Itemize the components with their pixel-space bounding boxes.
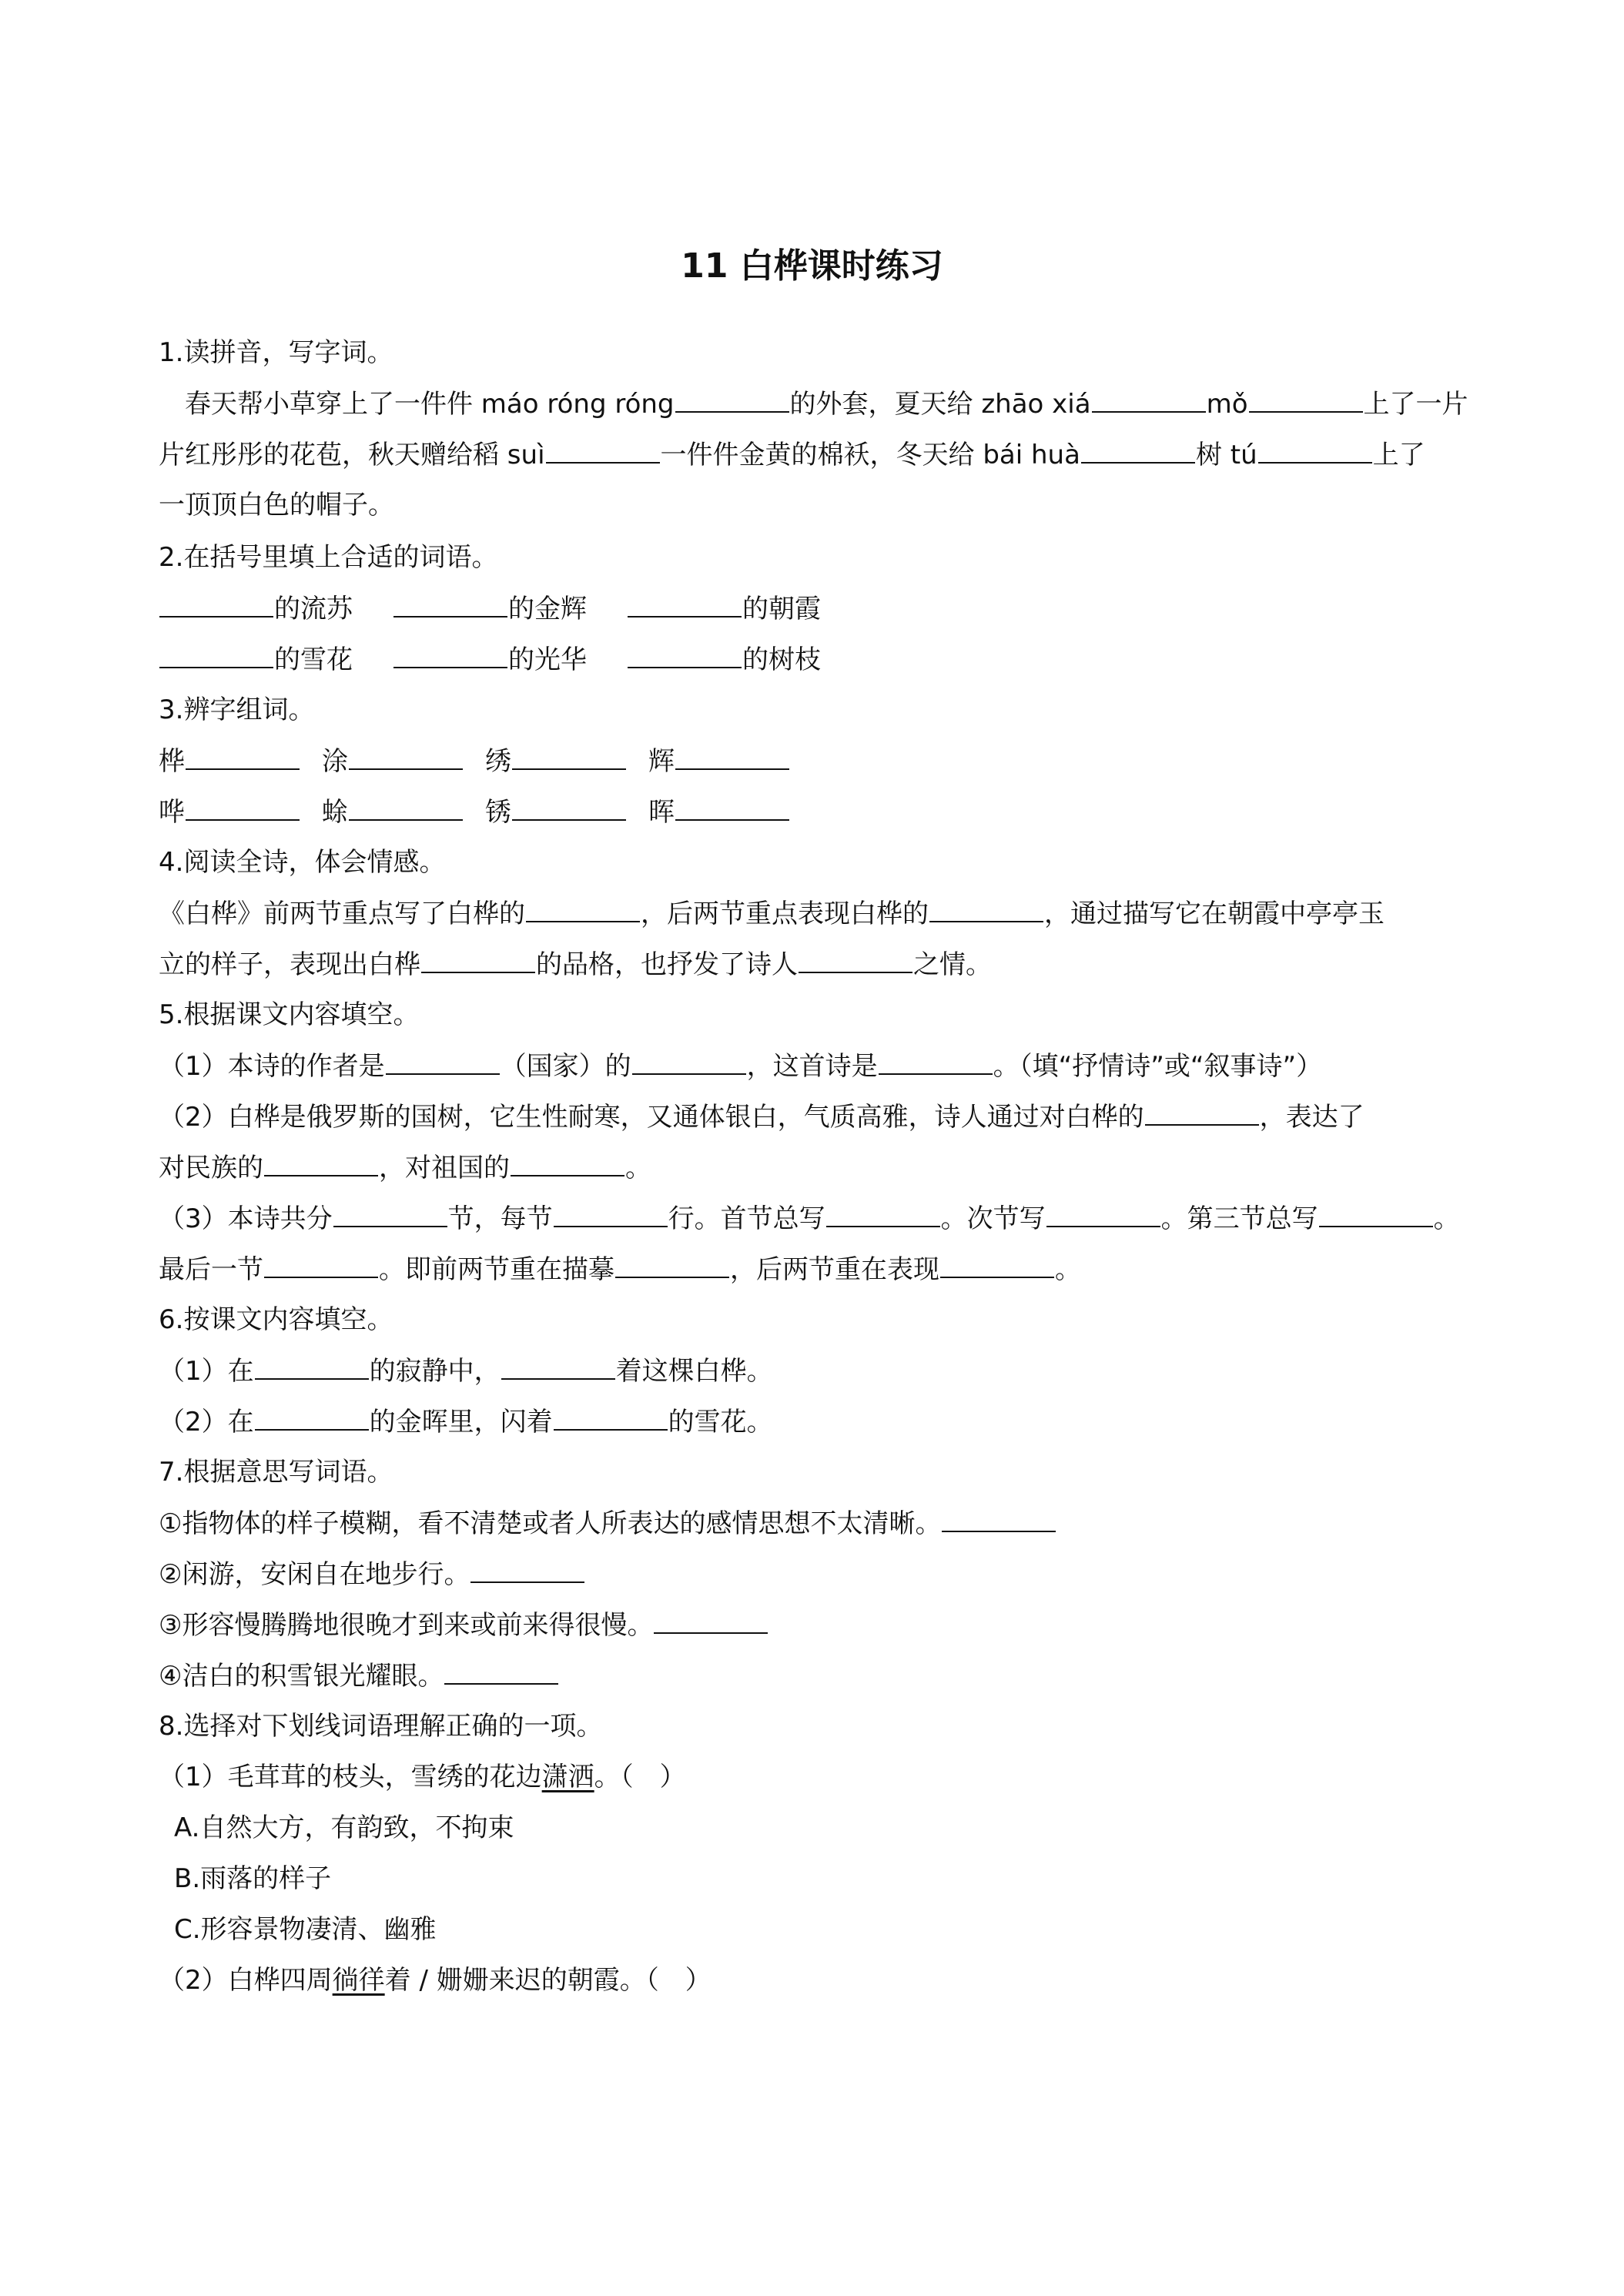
q2-word: 的树枝 xyxy=(742,644,821,675)
q3-char: 锈 xyxy=(485,797,511,828)
q3-char: 晖 xyxy=(648,797,675,828)
q3-row-1 xyxy=(159,742,1483,779)
answer-blank[interactable] xyxy=(942,1504,1056,1532)
q2-word: 的雪花 xyxy=(274,644,353,675)
q8-answer-bracket[interactable]: 。（ ） xyxy=(594,1762,686,1792)
q2-word: 的流苏 xyxy=(274,594,353,624)
answer-blank[interactable] xyxy=(1092,385,1206,413)
q5-part-2-line-1 xyxy=(159,1098,1483,1135)
q1-text: 树 tú xyxy=(1195,440,1257,470)
q1-text: 春天帮小草穿上了一件件 máo róng róng xyxy=(185,389,675,420)
q6-text: 着这棵白桦。 xyxy=(615,1356,773,1387)
answer-blank[interactable] xyxy=(512,742,626,770)
answer-blank[interactable] xyxy=(554,1403,668,1431)
answer-blank[interactable] xyxy=(879,1047,993,1075)
answer-blank[interactable] xyxy=(632,1047,746,1075)
answer-blank[interactable] xyxy=(628,590,742,618)
q5-text: ，这首诗是 xyxy=(746,1051,878,1082)
answer-blank[interactable] xyxy=(421,946,535,973)
q5-text: （2）白桦是俄罗斯的国树，它生性耐寒，又通体银白，气质高雅，诗人通过对白桦的 xyxy=(159,1102,1144,1133)
q5-text: 。 xyxy=(1055,1254,1081,1285)
q7-item-4 xyxy=(159,1657,1483,1694)
q3-char: 绣 xyxy=(485,746,511,777)
q5-heading: 5.根据课文内容填空。 xyxy=(159,999,420,1030)
q7-definition: ①指物体的样子模糊，看不清楚或者人所表达的感情思想不太清晰。 xyxy=(159,1508,942,1539)
q7-definition: ②闲游，安闲自在地步行。 xyxy=(159,1559,470,1590)
q4-text: 之情。 xyxy=(913,949,992,980)
q5-text: ，对祖国的 xyxy=(379,1153,510,1183)
q5-text: ，表达了 xyxy=(1259,1102,1364,1133)
answer-blank[interactable] xyxy=(929,895,1043,922)
answer-blank[interactable] xyxy=(186,742,300,770)
answer-blank[interactable] xyxy=(1249,385,1363,413)
q4-text: 《白桦》前两节重点写了白桦的 xyxy=(159,899,525,929)
answer-blank[interactable] xyxy=(940,1250,1054,1278)
q2-word: 的朝霞 xyxy=(742,594,821,624)
q8-sentence-2 xyxy=(159,1962,1483,1999)
q2-word: 的光华 xyxy=(508,644,587,675)
q5-text: （国家）的 xyxy=(500,1051,631,1082)
answer-blank[interactable] xyxy=(799,946,912,973)
underlined-word: 徜徉 xyxy=(332,1965,385,1996)
q3-char: 哗 xyxy=(159,797,185,828)
answer-blank[interactable] xyxy=(255,1352,369,1380)
q1-line-3: 一顶顶白色的帽子。 xyxy=(159,490,394,520)
answer-blank[interactable] xyxy=(186,793,300,821)
q7-definition: ④洁白的积雪银光耀眼。 xyxy=(159,1661,444,1692)
q6-text: 的金晖里，闪着 xyxy=(369,1407,553,1438)
q5-text: 行。首节总写 xyxy=(668,1203,825,1234)
q4-text: ，后两节重点表现白桦的 xyxy=(641,899,929,929)
q5-text: 。（填“抒情诗”或“叙事诗”） xyxy=(993,1051,1323,1082)
answer-blank[interactable] xyxy=(511,1149,624,1176)
answer-blank[interactable] xyxy=(264,1250,378,1278)
answer-blank[interactable] xyxy=(1145,1098,1259,1126)
answer-blank[interactable] xyxy=(501,1352,615,1380)
q5-text: 。 xyxy=(625,1153,651,1183)
q1-line-1 xyxy=(185,385,1509,422)
q6-heading: 6.按课文内容填空。 xyxy=(159,1304,393,1335)
q3-char: 辉 xyxy=(648,746,675,777)
q2-word: 的金辉 xyxy=(508,594,587,624)
q4-text: 立的样子，表现出白桦 xyxy=(159,949,420,980)
q5-text: （3）本诗共分 xyxy=(159,1203,333,1234)
answer-blank[interactable] xyxy=(1046,1200,1160,1227)
q3-char: 桦 xyxy=(159,746,185,777)
answer-blank[interactable] xyxy=(526,895,640,922)
q1-text: 一件件金黄的棉袄，冬天给 bái huà xyxy=(660,440,1080,470)
q8-text: （2）白桦四周 xyxy=(159,1965,333,1996)
q4-line-2 xyxy=(159,946,1483,982)
q8-text: （1）毛茸茸的枝头，雪绣的花边 xyxy=(159,1762,542,1792)
answer-blank[interactable] xyxy=(628,641,742,668)
answer-blank[interactable] xyxy=(675,793,789,821)
q2-row-2 xyxy=(159,641,1483,678)
q7-item-2 xyxy=(159,1555,1483,1592)
q8-heading: 8.选择对下划线词语理解正确的一项。 xyxy=(159,1711,603,1742)
answer-blank[interactable] xyxy=(546,436,660,464)
q5-text: ，后两节重在表现 xyxy=(730,1254,939,1285)
q4-text: 的品格，也抒发了诗人 xyxy=(536,949,798,980)
q2-heading: 2.在括号里填上合适的词语。 xyxy=(159,542,498,573)
q3-char: 涂 xyxy=(322,746,348,777)
q8-answer-bracket[interactable]: 着 / 姗姗来迟的朝霞。（ ） xyxy=(384,1965,712,1996)
q1-text: 片红彤彤的花苞，秋天赠给稻 suì xyxy=(159,440,545,470)
q5-text: 对民族的 xyxy=(159,1153,263,1183)
q1-text: 上了 xyxy=(1372,440,1425,470)
answer-blank[interactable] xyxy=(393,590,507,618)
q6-text: 的寂静中， xyxy=(369,1356,501,1387)
answer-blank[interactable] xyxy=(675,742,789,770)
q7-item-1 xyxy=(159,1504,1483,1541)
answer-blank[interactable] xyxy=(386,1047,500,1075)
q5-text: 。即前两节重在描摹 xyxy=(379,1254,614,1285)
answer-blank[interactable] xyxy=(1319,1200,1433,1227)
answer-blank[interactable] xyxy=(675,385,789,413)
q1-text: mǒ xyxy=(1206,389,1248,420)
page-title: 11 白桦课时练习 xyxy=(681,246,943,286)
q5-text: 节，每节 xyxy=(447,1203,553,1234)
q6-text: （2）在 xyxy=(159,1407,254,1438)
answer-blank[interactable] xyxy=(615,1250,729,1278)
q3-row-2 xyxy=(159,793,1483,830)
q1-text: 上了一片 xyxy=(1363,389,1468,420)
q6-text: 的雪花。 xyxy=(668,1407,773,1438)
q7-heading: 7.根据意思写词语。 xyxy=(159,1457,393,1488)
q2-row-1 xyxy=(159,590,1483,627)
answer-blank[interactable] xyxy=(264,1149,378,1176)
answer-blank[interactable] xyxy=(393,641,507,668)
q8-option-c[interactable]: C.形容景物凄清、幽雅 xyxy=(174,1914,437,1945)
q5-part-2-line-2 xyxy=(159,1149,1483,1186)
q5-text: 最后一节 xyxy=(159,1254,263,1285)
q3-char: 蜍 xyxy=(322,797,348,828)
q4-heading: 4.阅读全诗，体会情感。 xyxy=(159,847,446,878)
q6-text: （1）在 xyxy=(159,1356,254,1387)
answer-blank[interactable] xyxy=(159,641,273,668)
q5-text: 。第三节总写 xyxy=(1160,1203,1318,1234)
q5-text: 。 xyxy=(1433,1203,1460,1234)
q5-part-3-line-2 xyxy=(159,1250,1483,1287)
q4-text: ，通过描写它在朝霞中亭亭玉 xyxy=(1044,899,1385,929)
answer-blank[interactable] xyxy=(1081,436,1195,464)
q6-part-1 xyxy=(159,1352,1483,1389)
q8-option-a[interactable]: A.自然大方，有韵致，不拘束 xyxy=(174,1812,514,1843)
answer-blank[interactable] xyxy=(654,1606,768,1634)
q7-item-3 xyxy=(159,1606,1483,1643)
q7-definition: ③形容慢腾腾地很晚才到来或前来得很慢。 xyxy=(159,1610,654,1641)
q6-part-2 xyxy=(159,1403,1483,1440)
q3-heading: 3.辨字组词。 xyxy=(159,694,315,725)
q5-part-1 xyxy=(159,1047,1483,1084)
q5-part-3-line-1 xyxy=(159,1200,1483,1237)
q5-text: 。次节写 xyxy=(940,1203,1046,1234)
answer-blank[interactable] xyxy=(333,1200,447,1227)
answer-blank[interactable] xyxy=(470,1555,584,1583)
q5-text: （1）本诗的作者是 xyxy=(159,1051,385,1082)
answer-blank[interactable] xyxy=(554,1200,668,1227)
answer-blank[interactable] xyxy=(159,590,273,618)
answer-blank[interactable] xyxy=(349,793,463,821)
underlined-word: 潇洒 xyxy=(541,1762,594,1792)
answer-blank[interactable] xyxy=(512,793,626,821)
q8-option-b[interactable]: B.雨落的样子 xyxy=(174,1863,332,1894)
answer-blank[interactable] xyxy=(255,1403,369,1431)
q1-line-2 xyxy=(159,436,1483,473)
answer-blank[interactable] xyxy=(1258,436,1372,464)
q4-line-1 xyxy=(159,895,1483,932)
q8-sentence-1 xyxy=(159,1759,1483,1796)
answer-blank[interactable] xyxy=(349,742,463,770)
q1-heading: 1.读拼音，写字词。 xyxy=(159,337,393,368)
answer-blank[interactable] xyxy=(826,1200,940,1227)
answer-blank[interactable] xyxy=(444,1657,558,1685)
q1-text: 的外套，夏天给 zhāo xiá xyxy=(789,389,1091,420)
